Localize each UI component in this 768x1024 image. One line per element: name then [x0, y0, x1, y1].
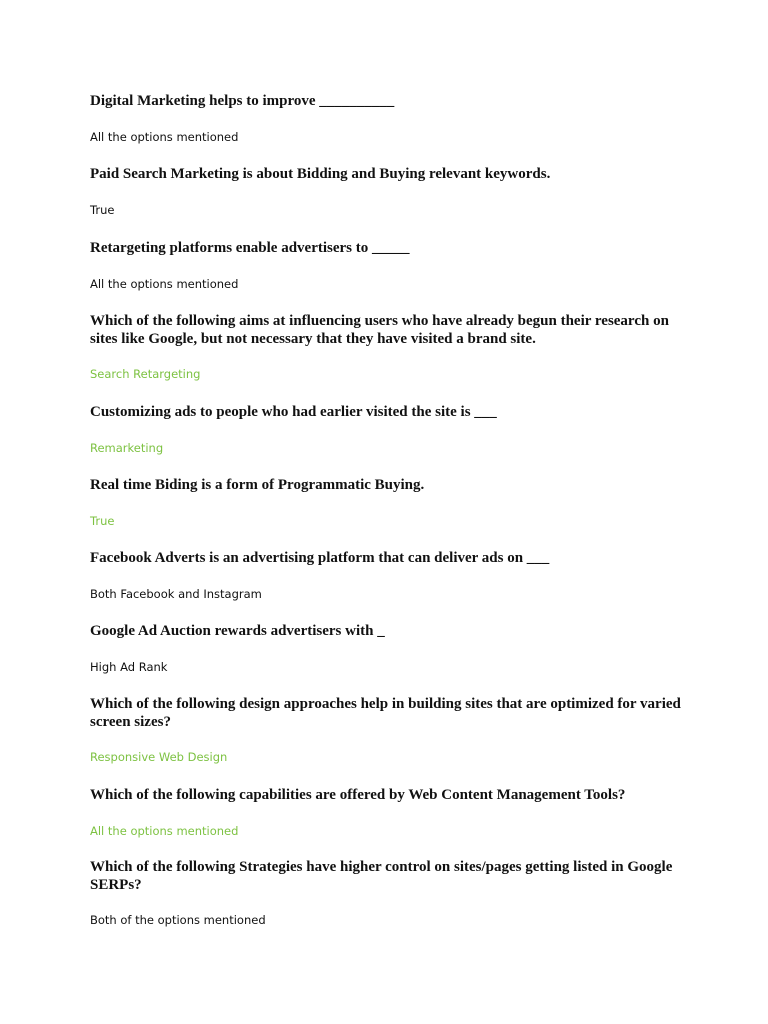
qa-item-2: [90, 165, 690, 217]
qa-item-5: [90, 403, 690, 455]
answer-4: Search Retargeting: [90, 367, 201, 381]
qa-item-11: [90, 858, 690, 927]
question-1: Digital Marketing helps to improve __________: [90, 93, 395, 109]
answer-5: Remarketing: [90, 441, 164, 455]
qa-item-1: [90, 92, 690, 144]
question-6: Real time Biding is a form of Programmatic Buying.: [90, 477, 425, 493]
qa-item-3: [90, 239, 690, 291]
qa-item-8: [90, 622, 690, 674]
question-9: Which of the following design approaches help in building sites that are optimized for varied screen sizes?: [90, 696, 681, 730]
answer-1: All the options mentioned: [90, 130, 239, 144]
answer-11: Both of the options mentioned: [90, 913, 266, 927]
question-4: Which of the following aims at influencing users who have already begun their research on sites like Google, but not necessary that they have visited a brand site.: [90, 313, 669, 347]
qa-item-6: [90, 476, 690, 528]
answer-2: True: [90, 203, 115, 217]
question-3: Retargeting platforms enable advertisers to _____: [90, 240, 410, 256]
answer-9: Responsive Web Design: [90, 750, 228, 764]
question-5: Customizing ads to people who had earlier visited the site is ___: [90, 404, 497, 420]
question-10: Which of the following capabilities are offered by Web Content Management Tools?: [90, 787, 626, 803]
qa-item-7: [90, 549, 690, 601]
answer-6: True: [90, 514, 115, 528]
question-8: Google Ad Auction rewards advertisers with _: [90, 623, 385, 639]
answer-10: All the options mentioned: [90, 824, 239, 838]
answer-7: Both Facebook and Instagram: [90, 587, 262, 601]
question-7: Facebook Adverts is an advertising platform that can deliver ads on ___: [90, 550, 550, 566]
qa-item-4: [90, 312, 690, 381]
answer-8: High Ad Rank: [90, 660, 168, 674]
qa-item-10: [90, 786, 690, 838]
question-11: Which of the following Strategies have higher control on sites/pages getting listed in Google SERPs?: [90, 859, 673, 893]
answer-3: All the options mentioned: [90, 277, 239, 291]
question-2: Paid Search Marketing is about Bidding and Buying relevant keywords.: [90, 166, 551, 182]
qa-item-9: [90, 695, 690, 764]
